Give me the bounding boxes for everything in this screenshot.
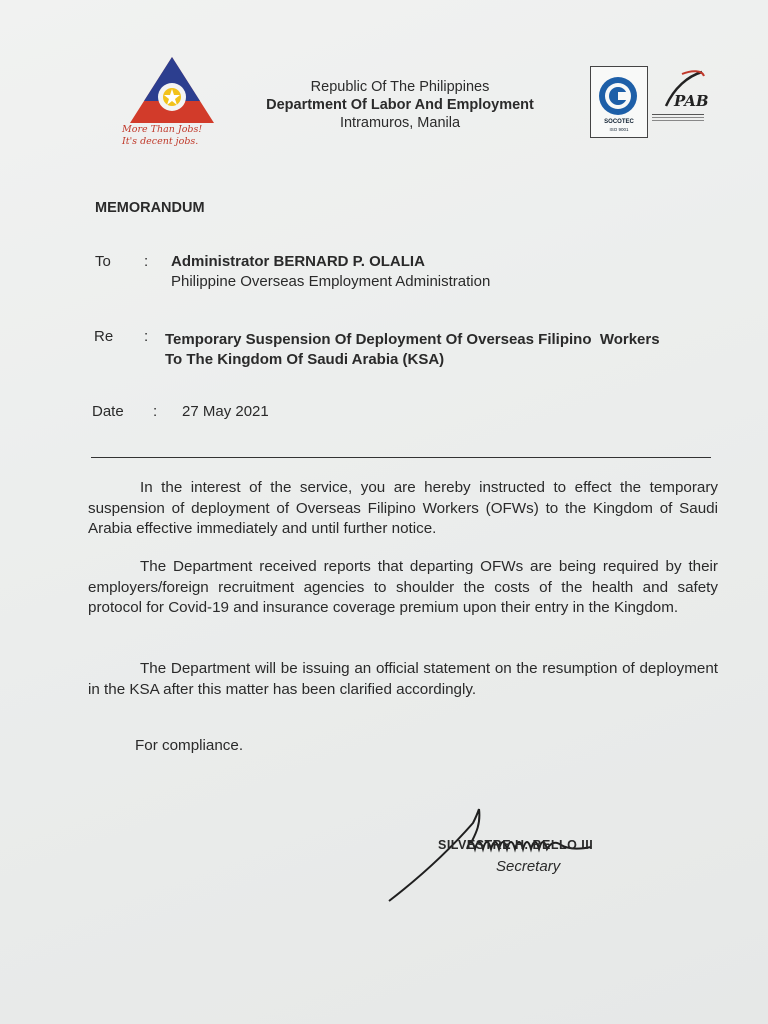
re-colon: : <box>144 328 149 345</box>
re-subject-line-2: To The Kingdom Of Saudi Arabia (KSA) <box>165 351 445 368</box>
body-paragraph-3: The Department will be issuing an official statement on the resumption of deployment in the KSA after this matter has been clarified accordingly. <box>88 660 718 698</box>
signatory-title: Secretary <box>496 858 561 875</box>
to-label: To <box>95 253 111 270</box>
department-address: Intramuros, Manila <box>339 115 461 131</box>
body-paragraph-2: The Department received reports that departing OFWs are being required by their employers/foreign recruitment agencies to shoulder the costs of the health and safety protocol for Covid-19 and insurance coverage premium upon their entry in the Kingdom. <box>88 558 718 616</box>
to-recipient-org: Philippine Overseas Employment Administration <box>171 273 491 290</box>
department-name: Department Of Labor And Employment <box>266 97 534 113</box>
signatory-name: SILVESTRE H. BELLO III <box>438 838 594 852</box>
to-colon: : <box>144 253 149 270</box>
pab-accreditation-badge <box>652 68 709 138</box>
pab-fine-print <box>652 114 704 121</box>
date-label: Date <box>92 403 124 420</box>
re-subject <box>165 330 725 370</box>
tagline-line-2: It's decent jobs. <box>122 136 199 147</box>
cert-name: SOCOTEC <box>604 119 634 125</box>
logo-tagline <box>122 124 218 148</box>
tagline-line-1: More Than Jobs! <box>122 124 203 135</box>
divider-rule <box>91 457 711 458</box>
body-paragraph-1: In the interest of the service, you are hereby instructed to effect the temporary suspension of deployment of Overseas Filipino Workers (OFWs) to the Kingdom of Saudi Arabia effective immediately and until further notice. <box>88 479 718 537</box>
country-name: Republic Of The Philippines <box>310 79 490 95</box>
handwritten-signature <box>385 795 665 915</box>
date-colon: : <box>153 403 158 420</box>
socotec-certification-badge <box>590 66 648 138</box>
socotec-icon <box>597 75 639 117</box>
date-value: 27 May 2021 <box>182 403 269 420</box>
re-subject-line-1: Temporary Suspension Of Deployment Of Overseas Filipino Workers <box>165 331 660 348</box>
memo-heading: MEMORANDUM <box>95 200 205 216</box>
closing-line: For compliance. <box>135 737 244 754</box>
re-label: Re <box>94 328 114 345</box>
to-recipient-name: Administrator BERNARD P. OLALIA <box>171 253 425 270</box>
cert-standard: ISO 9001 <box>609 127 629 132</box>
pab-label: PAB <box>674 92 709 110</box>
letterhead <box>230 78 570 132</box>
